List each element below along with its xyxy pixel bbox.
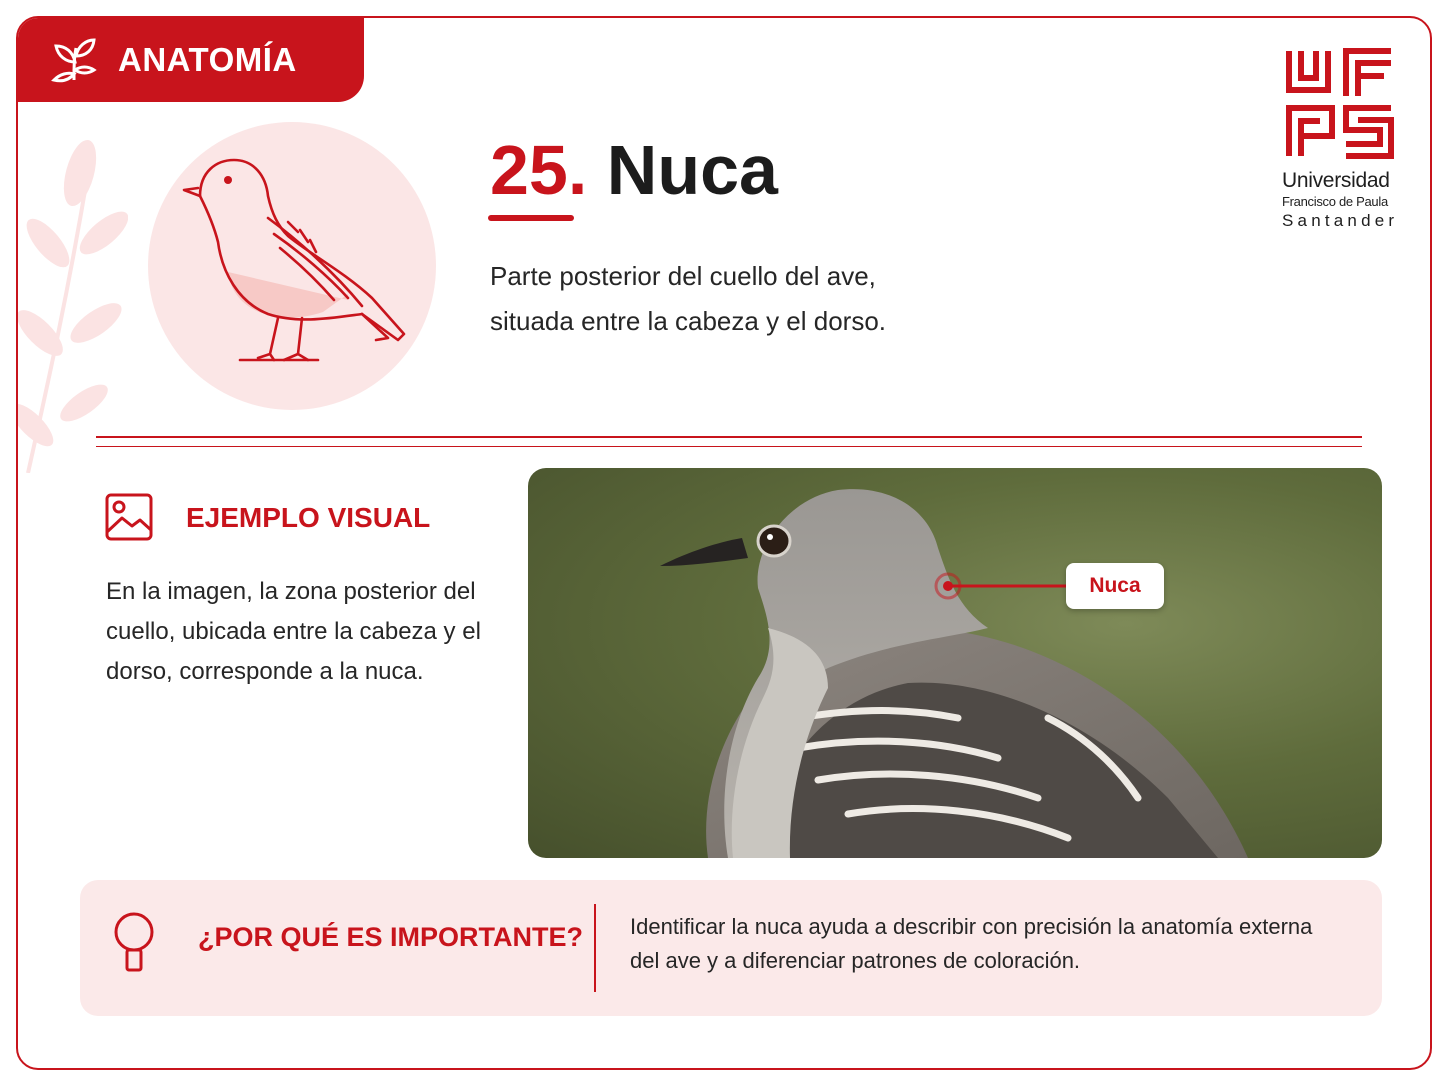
nuca-photo-label: Nuca <box>1066 563 1164 609</box>
leaf-icon <box>48 34 100 86</box>
category-tab <box>18 18 364 102</box>
university-logo <box>1282 46 1402 231</box>
term-name: Nuca <box>606 131 778 209</box>
term-definition <box>490 254 1010 344</box>
ufps-logo-mark <box>1284 46 1396 161</box>
term-title <box>490 130 778 210</box>
leaf-decoration <box>18 133 128 473</box>
bird-illustration <box>148 122 436 410</box>
importance-divider <box>594 904 596 992</box>
visual-example-text: En la imagen, la zona posterior del cuello, ubicada entre la cabeza y el dorso, corresponde a la nuca. <box>106 578 481 685</box>
logo-line-3: Santander <box>1282 211 1399 230</box>
image-icon <box>104 492 154 542</box>
logo-line-2: Francisco de Paula <box>1282 194 1388 209</box>
importance-heading: ¿POR QUÉ ES IMPORTANTE? <box>198 922 584 952</box>
section-divider-thin <box>96 446 1362 447</box>
bird-photo <box>528 468 1382 858</box>
magnifier-icon <box>110 912 158 974</box>
mockingbird-photo <box>528 468 1382 858</box>
term-number: 25. <box>490 131 588 209</box>
logo-line-1: Universidad <box>1282 169 1390 192</box>
definition-line-1: Parte posterior del cuello del ave, <box>490 261 876 291</box>
visual-example-heading: EJEMPLO VISUAL <box>186 502 431 533</box>
anatomy-card <box>16 16 1432 1070</box>
definition-line-2: situada entre la cabeza y el dorso. <box>490 306 887 336</box>
importance-text: Identificar la nuca ayuda a describir con precisión la anatomía externa del ave y a diferenciar patrones de coloración. <box>630 914 1313 973</box>
category-label: ANATOMÍA <box>118 41 297 78</box>
title-underline <box>488 215 574 221</box>
importance-box <box>80 880 1382 1016</box>
bird-outline-icon <box>148 122 436 410</box>
section-divider <box>96 436 1362 438</box>
